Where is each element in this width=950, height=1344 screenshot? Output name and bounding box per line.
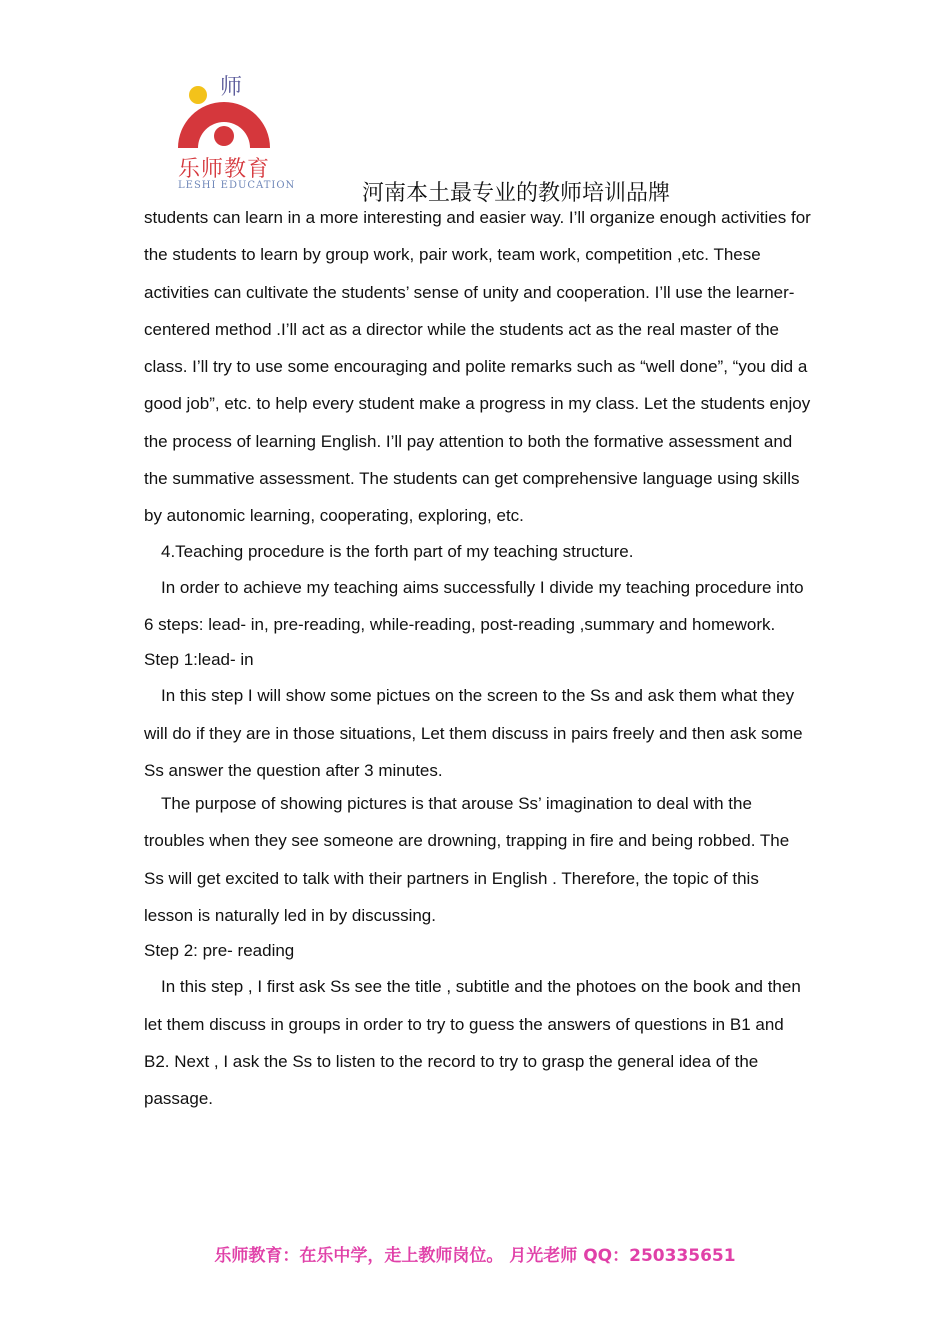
document-body	[144, 199, 812, 1118]
footer-contact: 乐师教育：在乐中学，走上教师岗位。 月光老师 QQ：250335651	[214, 1246, 736, 1266]
logo-english-name: LESHI EDUCATION	[178, 180, 296, 191]
leshi-logo	[168, 70, 296, 195]
section-paragraph: In order to achieve my teaching aims successfully I divide my teaching procedure into 6 steps: lead- in, pre-reading, while-reading, post-reading ,summary and homework.	[144, 577, 804, 634]
header-slogan: 河南本土最专业的教师培训品牌	[362, 181, 671, 206]
step-paragraph: The purpose of showing pictures is that arouse Ss’ imagination to deal with the troubles when they see someone are drowning, trapping in fire and being robbed. The Ss will get excited to talk with their partners in English . Therefore, the topic of this lesson is naturally led in by discussing.	[144, 794, 790, 926]
step-paragraph: In this step I will show some pictues on the screen to the Ss and ask them what they will do if they are in those situations, Let them discuss in pairs freely and then ask some Ss answer the question after 3 minutes.	[144, 686, 803, 780]
step-heading: Step 2: pre- reading	[144, 941, 295, 961]
step-heading: Step 1:lead- in	[144, 650, 254, 670]
intro-paragraph: students can learn in a more interesting and easier way. I’ll organize enough activities for the students to learn by group work, pair work, team work, competition ,etc. These activities can cultivate the students’ sense of unity and cooperation. I’ll use the learner-centered method .I’ll act as a director while the students act as the real master of the class. I’ll try to use some encouraging and polite remarks such as “well done”, “you did a good job”, etc. to help every student make a progress in my class. Let the students enjoy the process of learning English. I’ll pay attention to both the formative assessment and the summative assessment. The students can get comprehensive language using skills by autonomic learning, cooperating, exploring, etc.	[144, 208, 811, 526]
logo-name: 乐师教育	[178, 157, 271, 182]
step-paragraph: In this step , I first ask Ss see the title , subtitle and the photoes on the book and then let them discuss in groups in order to try to guess the answers of questions in B1 and B2. Next , I ask the Ss to listen to the record to try to grasp the general idea of the passage.	[144, 977, 801, 1109]
section-heading: 4.Teaching procedure is the forth part of my teaching structure.	[161, 541, 634, 561]
logo-character: 师	[220, 75, 243, 100]
